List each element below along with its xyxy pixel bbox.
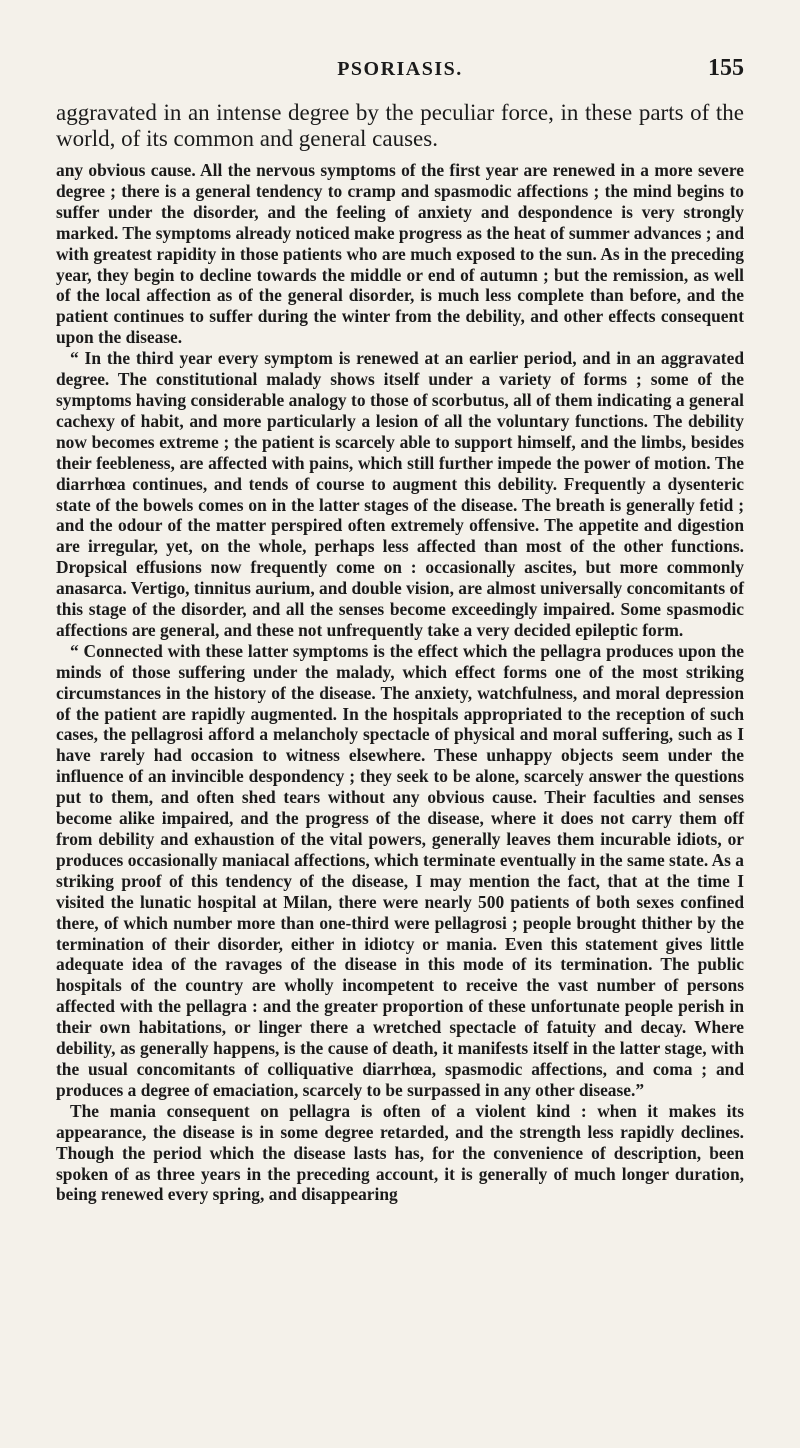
paragraph: The mania consequent on pellagra is often of a violent kind : when it makes its appearance, the disease is in some degree retarded, and the strength less rapidly declines. Though the period which the disease lasts has, for the convenience of description, been spoken of as three years in the preceding account, it is generally of much longer duration, being renewed every spring, and disappearing: [56, 1100, 744, 1205]
paragraph: “ Connected with these latter symptoms is the effect which the pellagra produces upon the minds of those suffering under the malady, which effect forms one of the most striking circumstances in the history of the disease. The anxiety, watchfulness, and moral depression of the patient are rapidly augmented. In the hospitals appropriated to the reception of such cases, the pellagrosi afford a melancholy spectacle of physical and moral suffering, such as I have rarely had occasion to witness elsewhere. These unhappy objects seem under the influence of an invincible despondency ; they seek to be alone, scarcely answer the questions put to them, and often shed tears without any obvious cause. Their faculties and senses become alike impaired, and the progress of the disease, where it does not carry them off from debility and exhaustion of the vital powers, generally leaves them incurable idiots, or produces occasionally maniacal affections, which terminate eventually in the same state. As a striking proof of this tendency of the disease, I may mention the fact, that at the time I visited the lunatic hospital at Milan, there were nearly 500 patients of both sexes confined there, of which number more than one-third were pellagrosi ; people brought thither by the termination of their disorder, either in idiotcy or mania. Even this statement gives little adequate idea of the ravages of the disease in this mode of its termination. The public hospitals of the country are wholly incompetent to receive the vast number of persons affected with the pellagra : and the greater proportion of these unfortunate people perish in their own habitations, or linger there a wretched spectacle of fatuity and decay. Where debility, as generally happens, is the cause of death, it manifests itself in the latter stage, with the usual concomitants of colliquative diarrhœa, spasmodic affections, and coma ; and produces a degree of emaciation, scarcely to be surpassed in any other disease.”: [56, 640, 744, 1100]
paragraph: “ In the third year every symptom is renewed at an earlier period, and in an aggravated degree. The constitutional malady shows itself under a variety of forms ; some of the symptoms having considerable analogy to those of scorbutus, all of them indicating a general cachexy of habit, and more particularly a lesion of all the voluntary functions. The debility now becomes extreme ; the patient is scarcely able to support himself, and the limbs, besides their feebleness, are affected with pains, which still further impede the power of motion. The diarrhœa continues, and tends of course to augment this debility. Frequently a dysenteric state of the bowels comes on in the latter stages of the disease. The breath is generally fetid ; and the odour of the matter perspired often extremely offensive. The appetite and digestion are irregular, yet, on the whole, perhaps less affected than most of the other functions. Dropsical effusions now frequently come on : occasionally ascites, but more commonly anasarca. Vertigo, tinnitus aurium, and double vision, are almost universally concomitants of this stage of the disorder, and all the senses become exceedingly impaired. Some spasmodic affections are general, and these not unfrequently take a very decided epileptic form.: [56, 348, 744, 640]
page-number: 155: [708, 55, 744, 81]
running-head: [56, 55, 744, 86]
paragraph: any obvious cause. All the nervous symptoms of the first year are renewed in a more severe degree ; there is a general tendency to cramp and spasmodic affections ; the mind begins to suffer under the disorder, and the feeling of anxiety and despondence is very strongly marked. The symptoms already noticed make progress as the heat of summer advances ; and with greatest rapidity in those patients who are much exposed to the sun. As in the preceding year, they begin to decline towards the middle or end of autumn ; but the remission, as well of the local affection as of the general disorder, is much less complete than before, and the patient continues to suffer during the winter from the debility, and other effects consequent upon the disease.: [56, 160, 744, 348]
running-title: PSORIASIS.: [337, 58, 463, 80]
opening-text: aggravated in an intense degree by the peculiar force, in these parts of the world, of its common and general causes.: [56, 100, 744, 151]
body-text: [56, 160, 744, 1205]
